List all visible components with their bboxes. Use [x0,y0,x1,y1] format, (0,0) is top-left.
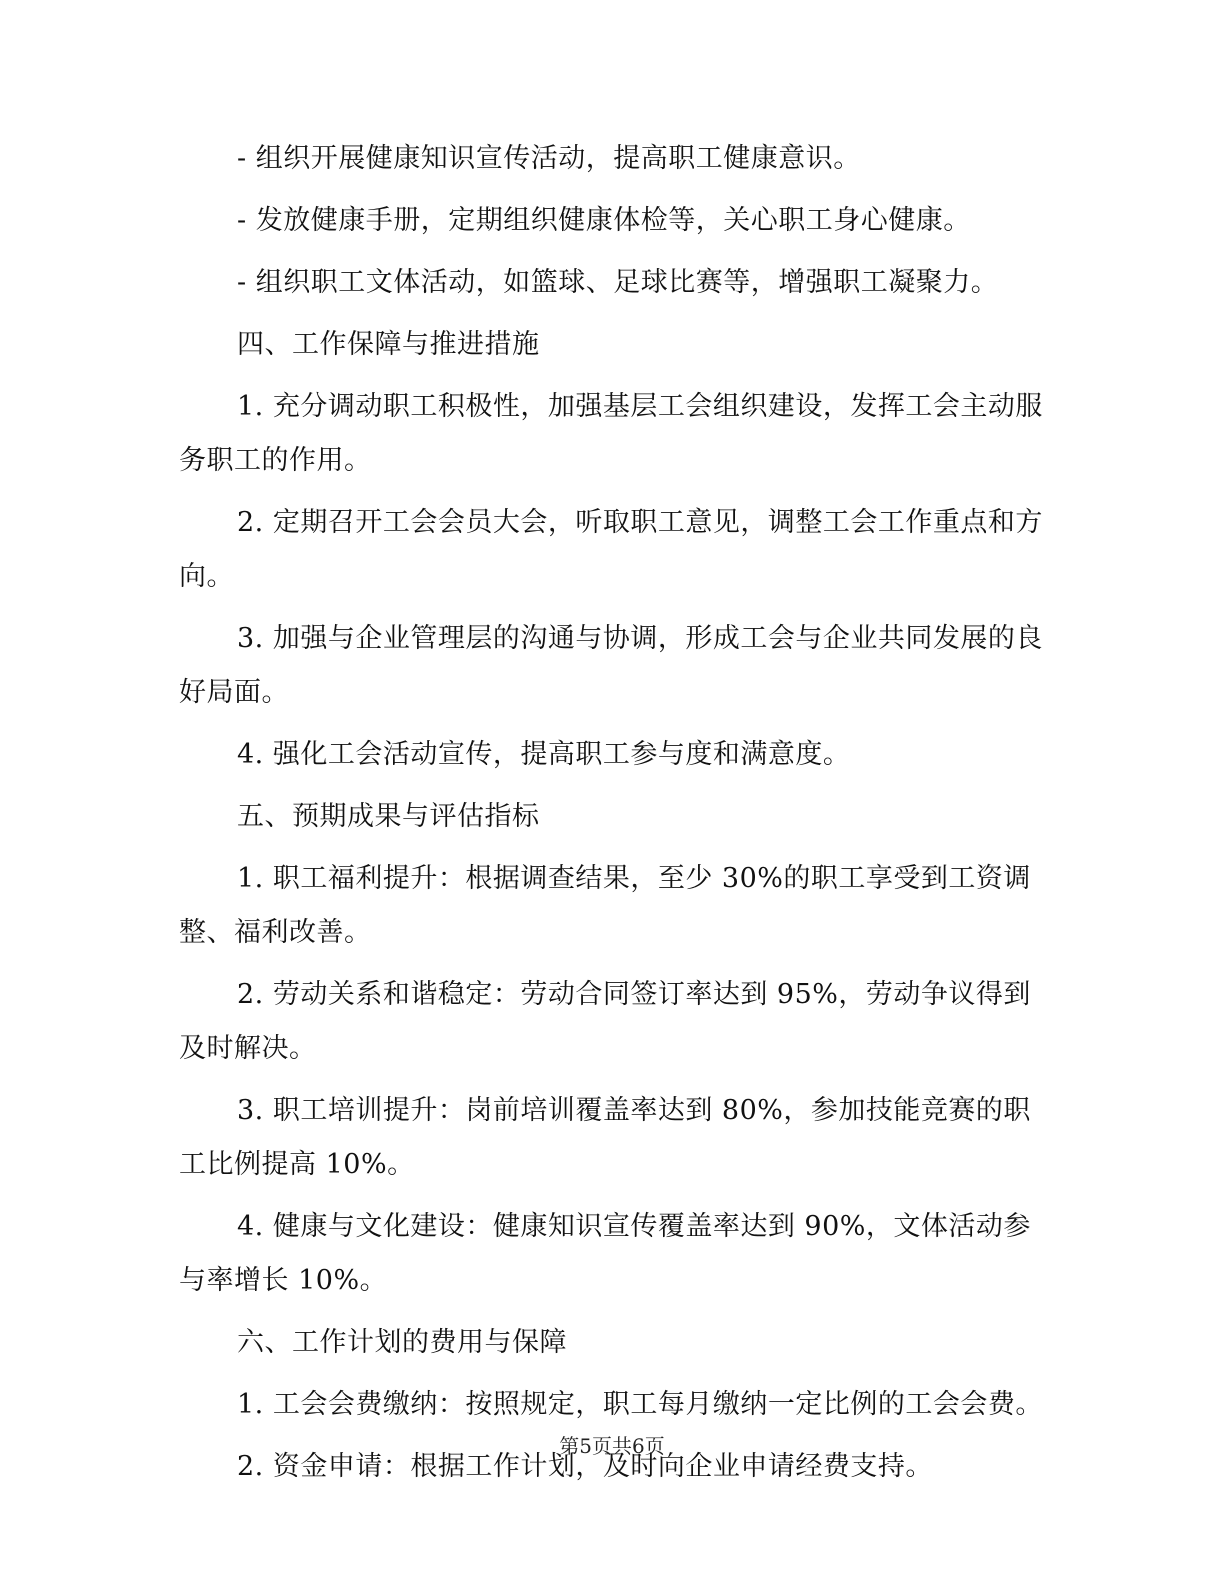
document-body [179,132,1045,1502]
section5-item-1: 1. 职工福利提升：根据调查结果，至少 30%的职工享受到工资调整、福利改善。 [179,863,1031,948]
section6-item-2: 2. 资金申请：根据工作计划，及时向企业申请经费支持。 [237,1451,933,1482]
section4-item-4: 4. 强化工会活动宣传，提高职工参与度和满意度。 [237,739,851,770]
section-heading-5: 五、预期成果与评估指标 [237,801,540,832]
section5-item-2: 2. 劳动关系和谐稳定：劳动合同签订率达到 95%，劳动争议得到及时解决。 [179,979,1031,1064]
section6-item-1: 1. 工会会费缴纳：按照规定，职工每月缴纳一定比例的工会会费。 [237,1389,1043,1420]
section4-item-1: 1. 充分调动职工积极性，加强基层工会组织建设，发挥工会主动服务职工的作用。 [179,391,1043,476]
bullet-health-handbook: - 发放健康手册，定期组织健康体检等，关心职工身心健康。 [237,205,971,236]
bullet-sports-activities: - 组织职工文体活动，如篮球、足球比赛等，增强职工凝聚力。 [237,267,999,298]
section-heading-4: 四、工作保障与推进措施 [237,329,540,360]
section4-item-2: 2. 定期召开工会会员大会，听取职工意见，调整工会工作重点和方向。 [179,507,1043,592]
bullet-health-promotion: - 组织开展健康知识宣传活动，提高职工健康意识。 [237,143,861,174]
section-heading-6: 六、工作计划的费用与保障 [237,1327,567,1358]
section5-item-3: 3. 职工培训提升：岗前培训覆盖率达到 80%，参加技能竞赛的职工比例提高 10%。 [179,1095,1031,1180]
section4-item-3: 3. 加强与企业管理层的沟通与协调，形成工会与企业共同发展的良好局面。 [179,623,1043,708]
section5-item-4: 4. 健康与文化建设：健康知识宣传覆盖率达到 90%，文体活动参与率增长 10%。 [179,1211,1031,1296]
page-number-footer: 第5页共6页 [559,1434,665,1458]
